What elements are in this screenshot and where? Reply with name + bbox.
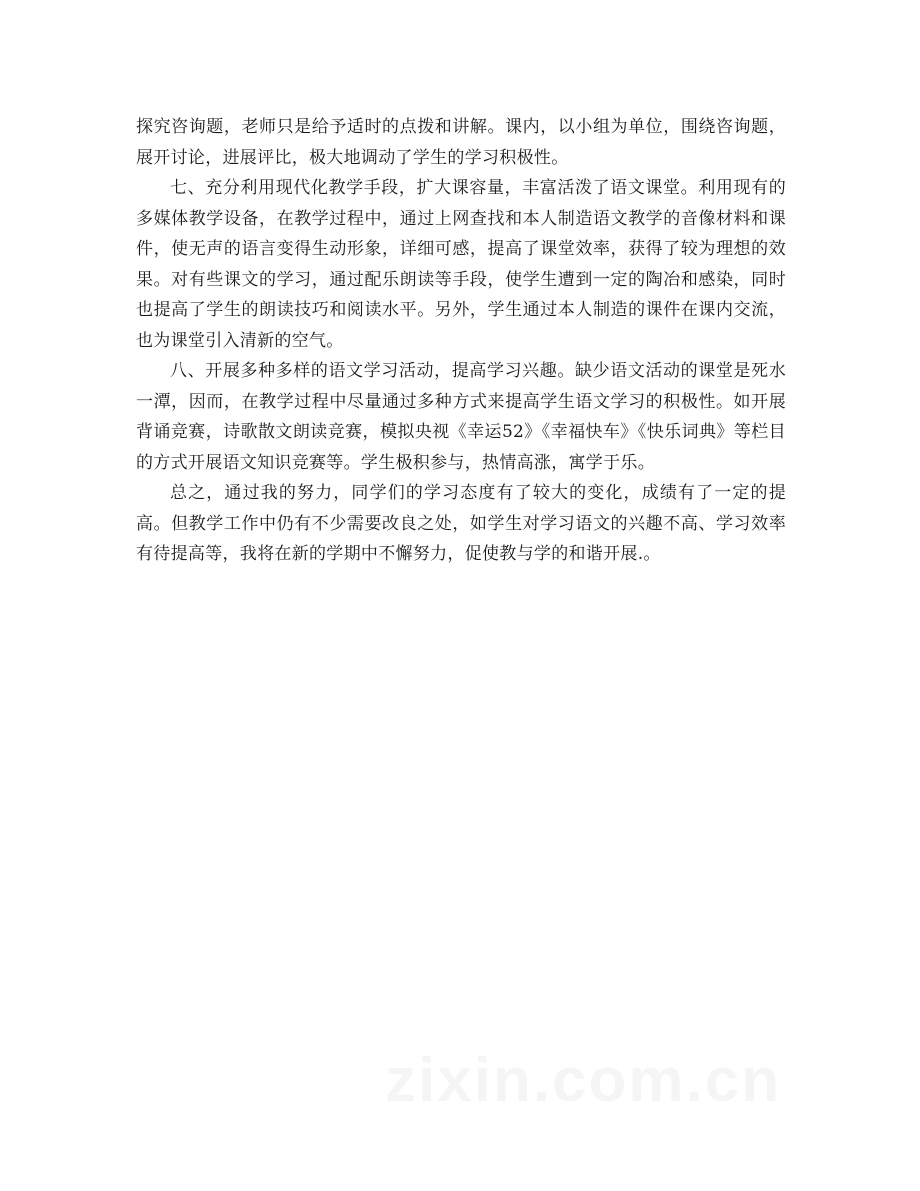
paragraph-seven: 七、充分利用现代化教学手段，扩大课容量，丰富活泼了语文课堂。利用现有的多媒体教学设备，在教学过程中，通过上网查找和本人制造语文教学的音像材料和课件，使无声的语言变得生动形象，详细可感，提高了课堂效率，获得了较为理想的效果。对有些课文的学习，通过配乐朗读等手段，使学生遭到一定的陶冶和感染，同时也提高了学生的朗读技巧和阅读水平。另外，学生通过本人制造的课件在课内交流，也为课堂引入清新的空气。 bbox=[136, 178, 786, 351]
paragraph-eight: 八、开展多种多样的语文学习活动，提高学习兴趣。缺少语文活动的课堂是死水一潭，因而，在教学过程中尽量通过多种方式来提高学生语文学习的积极性。如开展背诵竞赛，诗歌散文朗读竞赛，模拟央视《幸运52》《幸福快车》《快乐词典》等栏目的方式开展语文知识竞赛等。学生极积参与，热情高涨，寓学于乐。 bbox=[136, 361, 786, 473]
document-body bbox=[136, 112, 786, 570]
paragraph-continued: 探究咨询题，老师只是给予适时的点拨和讲解。课内，以小组为单位，围绕咨询题，展开讨论，进展评比，极大地调动了学生的学习积极性。 bbox=[136, 117, 786, 168]
paragraph-conclusion: 总之，通过我的努力，同学们的学习态度有了较大的变化，成绩有了一定的提高。但教学工作中仍有不少需要改良之处，如学生对学习语文的兴趣不高、学习效率有待提高等，我将在新的学期中不懈努力，促使教与学的和谐开展.。 bbox=[136, 483, 786, 564]
watermark bbox=[385, 1045, 781, 1116]
